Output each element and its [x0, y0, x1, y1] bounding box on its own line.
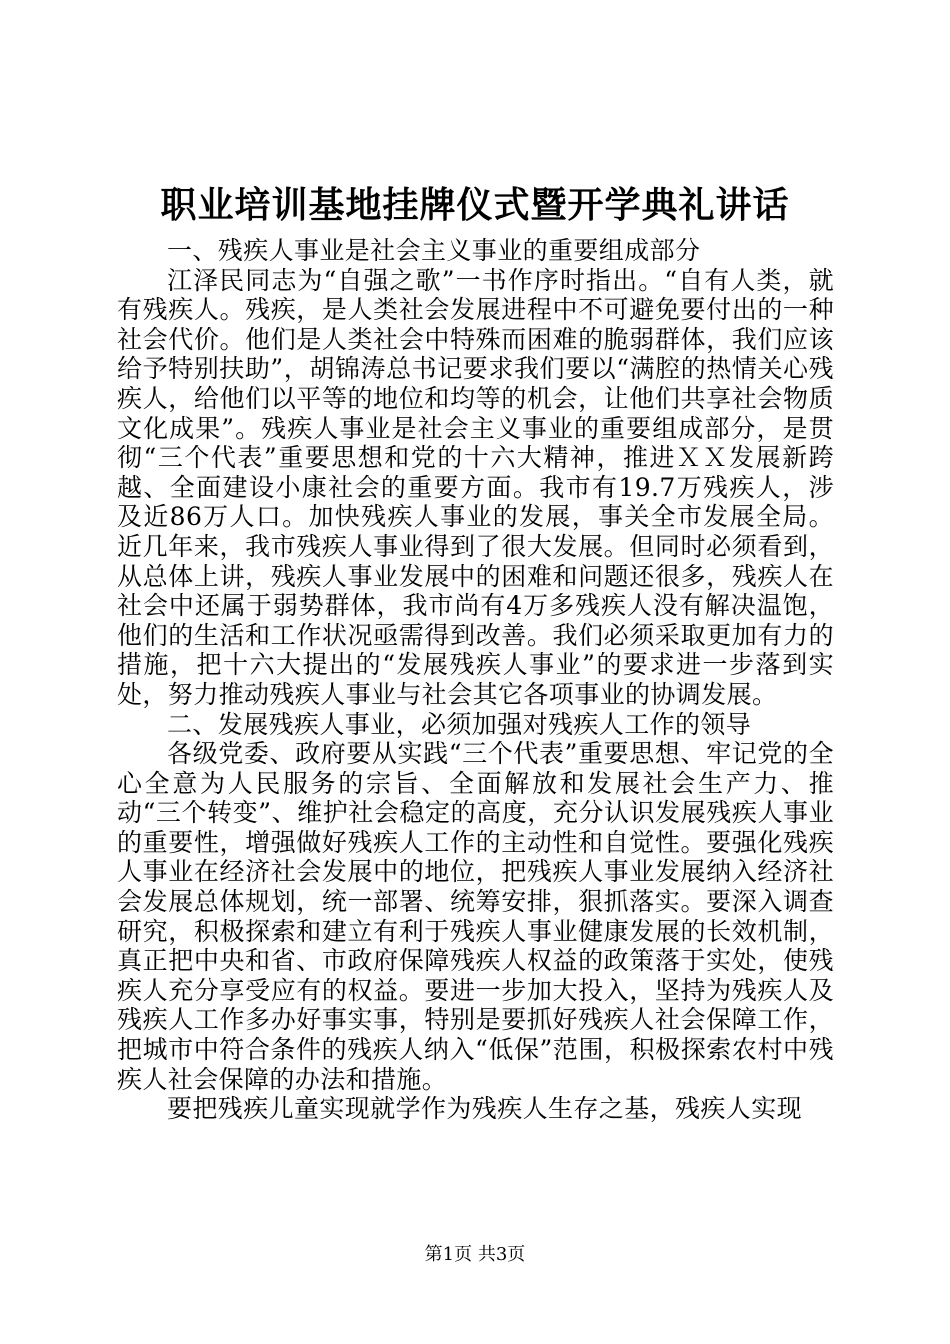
paragraph-1: 江泽民同志为“自强之歌”一书作序时指出。“自有人类，就有残疾人。残疾，是人类社会发展进程中不可避免要付出的一种社会代价。他们是人类社会中特殊而困难的脆弱群体，我们应该给予特别扶助”，胡锦涛总书记要求我们要以“满腔的热情关心残疾人，给他们以平等的地位和均等的机会，让他们共享社会物质文化成果”。残疾人事业是社会主义事业的重要组成部分，是贯彻“三个代表”重要思想和党的十六大精神，推进ＸＸ发展新跨越、全面建设小康社会的重要方面。我市有19.7万残疾人，涉及近86万人口。加快残疾人事业的发展，事关全市发展全局。近几年来，我市残疾人事业得到了很大发展。但同时必须看到，从总体上讲，残疾人事业发展中的困难和问题还很多，残疾人在社会中还属于弱势群体，我市尚有4万多残疾人没有解决温饱，他们的生活和工作状况亟需得到改善。我们必须采取更加有力的措施，把十六大提出的“发展残疾人事业”的要求进一步落到实处，努力推动残疾人事业与社会其它各项事业的协调发展。 [117, 265, 834, 709]
paragraph-3: 要把残疾儿童实现就学作为残疾人生存之基，残疾人实现 [167, 1094, 803, 1124]
document-body [117, 236, 834, 1124]
section-heading-1: 一、残疾人事业是社会主义事业的重要组成部分 [167, 236, 701, 265]
document-title: 职业培训基地挂牌仪式暨开学典礼讲话 [160, 184, 790, 226]
page-number-footer: 第1页 共3页 [424, 1244, 526, 1265]
section-heading-2: 二、发展残疾人事业，必须加强对残疾人工作的领导 [167, 709, 752, 739]
paragraph-2: 各级党委、政府要从实践“三个代表”重要思想、牢记党的全心全意为人民服务的宗旨、全面解放和发展社会生产力、推动“三个转变”、维护社会稳定的高度，充分认识发展残疾人事业的重要性，增强做好残疾人工作的主动性和自觉性。要强化残疾人事业在经济社会发展中的地位，把残疾人事业发展纳入经济社会发展总体规划，统一部署、统筹安排，狠抓落实。要深入调查研究，积极探索和建立有利于残疾人事业健康发展的长效机制，真正把中央和省、市政府保障残疾人权益的政策落于实处，使残疾人充分享受应有的权益。要进一步加大投入，坚持为残疾人及残疾人工作多办好事实事，特别是要抓好残疾人社会保障工作，把城市中符合条件的残疾人纳入“低保”范围，积极探索农村中残疾人社会保障的办法和措施。 [117, 739, 834, 1094]
